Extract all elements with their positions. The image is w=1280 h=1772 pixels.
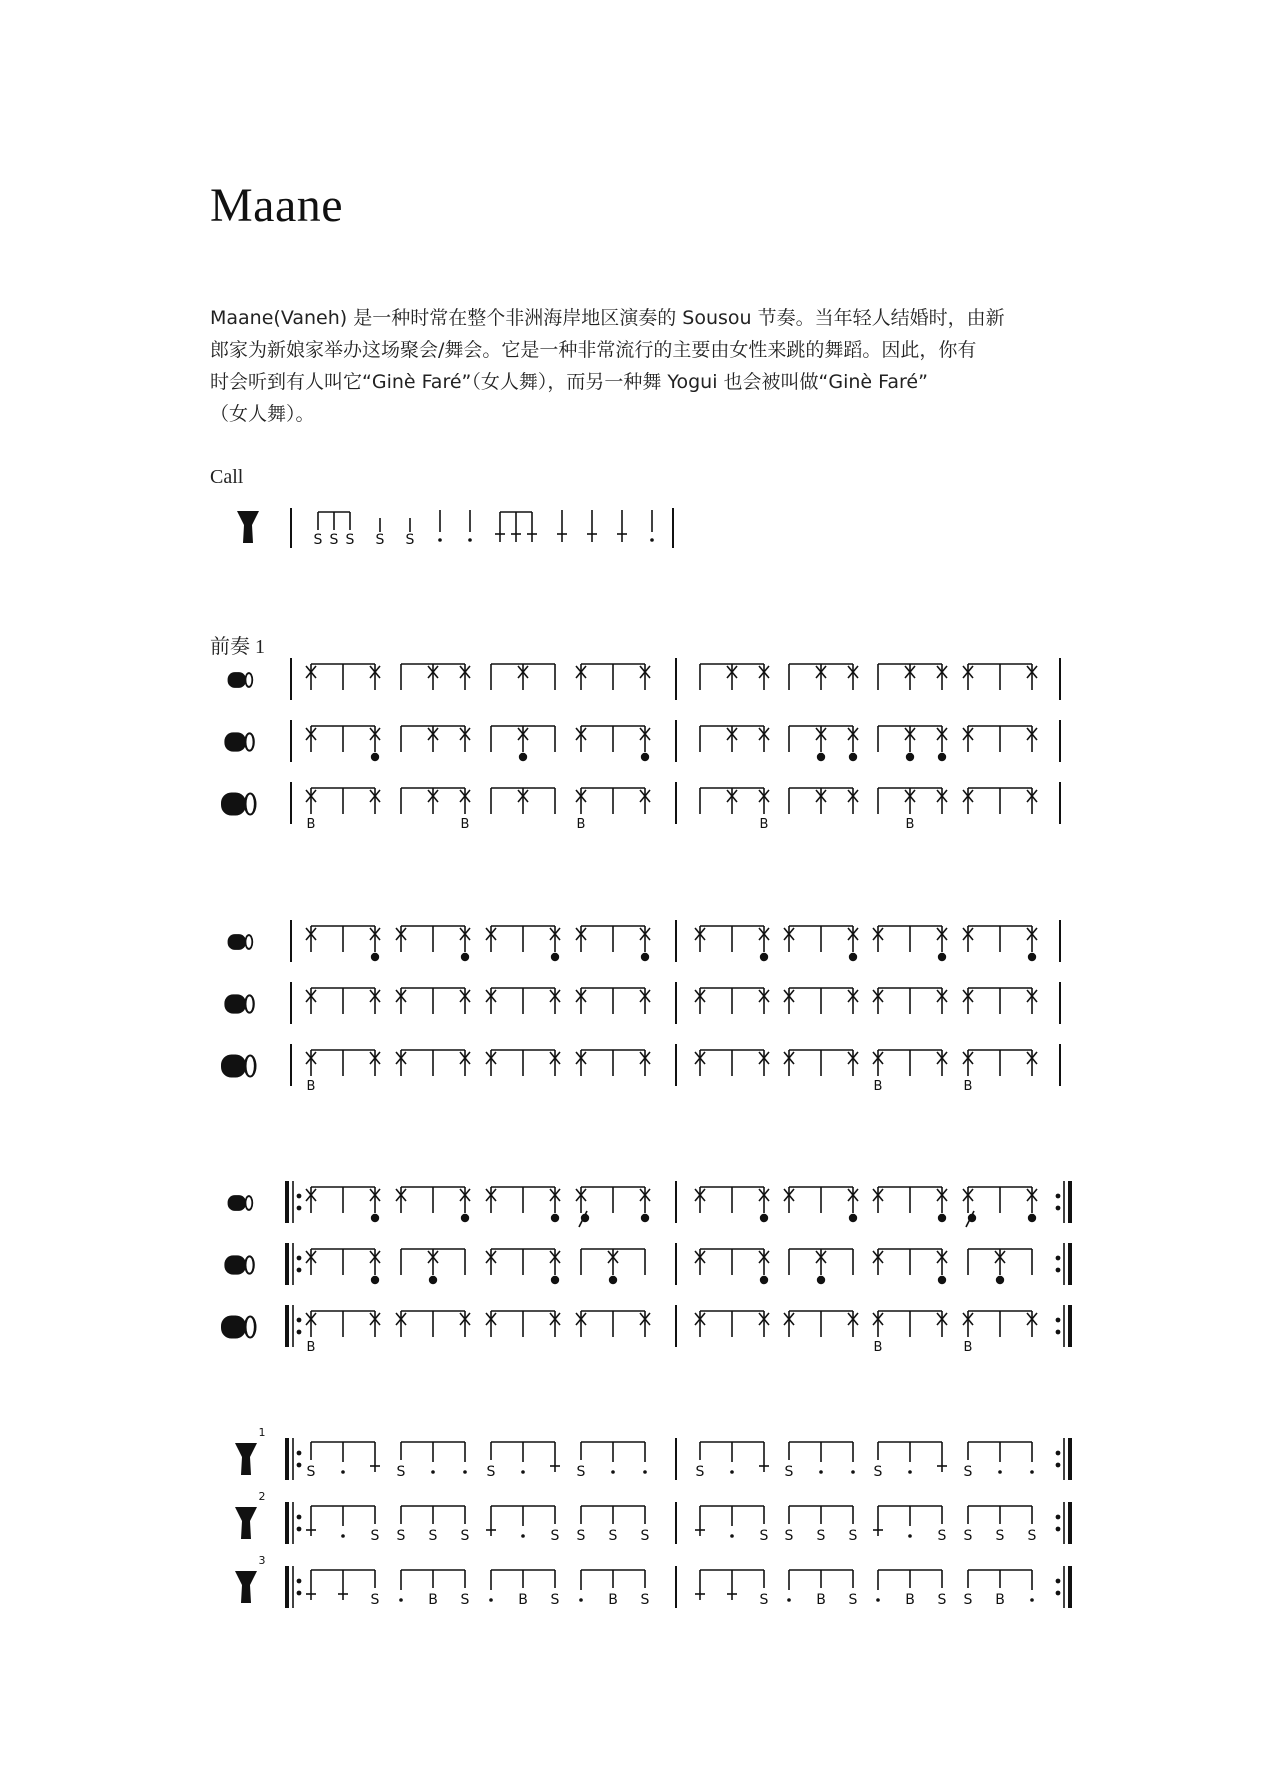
drum-body [224, 732, 246, 751]
stroke-letter: S [460, 1528, 470, 1544]
rest-dot [1030, 1598, 1034, 1602]
beat-group [487, 1442, 560, 1480]
dundunba-drum-icon [221, 792, 257, 815]
stroke-letter: S [963, 1528, 973, 1544]
drum-head-inner [246, 1197, 251, 1209]
stroke-letter: S [375, 532, 385, 548]
repeat-dot [1056, 1515, 1061, 1520]
kenkeni-drum-icon [228, 672, 254, 688]
stroke-letter: S [396, 1464, 406, 1480]
beat-group [876, 1570, 946, 1608]
call-beat [587, 510, 597, 542]
bell-dot [609, 1276, 617, 1284]
bell-dot [938, 1276, 946, 1284]
stroke-letter: S [313, 532, 323, 548]
djembe-icon [237, 511, 259, 543]
beat-group [963, 788, 1037, 814]
beat-group [306, 726, 380, 761]
rest-dot [438, 538, 442, 542]
beat-group [576, 1311, 650, 1337]
beat-group [873, 1187, 947, 1222]
intro-section-label: 前奏 1 [210, 636, 265, 658]
beat-group [576, 788, 650, 832]
bell-dot [760, 1276, 768, 1284]
beat-group [784, 1311, 858, 1337]
rest-dot [998, 1470, 1002, 1474]
beat-group [306, 1311, 380, 1355]
beat-group [486, 1187, 560, 1222]
call-beat [314, 512, 355, 548]
stroke-letter: S [963, 1592, 973, 1608]
beat-group [874, 1442, 947, 1480]
bass-letter: B [576, 817, 586, 832]
bell-dot [641, 953, 649, 961]
stroke-letter: S [370, 1592, 380, 1608]
stroke-letter: S [405, 532, 415, 548]
beat-group [576, 726, 650, 761]
call-label: Call [210, 466, 244, 488]
stroke-letter: S [550, 1592, 560, 1608]
variation-number: 2 [258, 1490, 266, 1503]
beat-group [789, 664, 858, 690]
sangban-drum-icon [224, 732, 254, 751]
drum-body [228, 1195, 246, 1211]
bass-letter: B [963, 1079, 973, 1094]
beat-group [307, 1442, 380, 1480]
beat-group [873, 988, 947, 1014]
bell-dot [760, 953, 768, 961]
beat-group [784, 1187, 858, 1222]
beat-group [700, 664, 769, 690]
beat-group [486, 1506, 560, 1544]
rest-dot [489, 1598, 493, 1602]
stroke-letter: S [396, 1528, 406, 1544]
rest-dot [463, 1470, 467, 1474]
beat-group [784, 926, 858, 961]
call-beat [495, 512, 537, 542]
beat-group [491, 788, 555, 814]
bell-dot [849, 1214, 857, 1222]
call-beat [406, 518, 415, 548]
beat-group [695, 1570, 769, 1608]
beat-group [489, 1570, 559, 1608]
beat-group [695, 1050, 769, 1076]
drum-body [224, 1255, 246, 1274]
stroke-letter: B [905, 1592, 915, 1608]
repeat-dot [1056, 1463, 1061, 1468]
bell-dot [849, 753, 857, 761]
beat-group [491, 664, 555, 690]
repeat-dot [1056, 1268, 1061, 1273]
stroke-letter: S [759, 1528, 769, 1544]
bell-dot [641, 1214, 649, 1222]
stroke-letter: S [640, 1592, 650, 1608]
bass-letter: B [460, 817, 470, 832]
bell-dot [429, 1276, 437, 1284]
beat-group [963, 926, 1037, 961]
beat-group [695, 1187, 769, 1222]
repeat-dot [297, 1268, 302, 1273]
bell-dot [371, 953, 379, 961]
djembe-icon [235, 1443, 257, 1475]
drum-head-inner [247, 1056, 254, 1075]
bell-dot [551, 1276, 559, 1284]
djembe-shape [235, 1571, 257, 1603]
sangban-drum-icon [224, 1255, 254, 1274]
beat-group [577, 1506, 650, 1544]
repeat-dot [297, 1579, 302, 1584]
beat-group [306, 1570, 380, 1608]
stroke-letter: S [306, 1464, 316, 1480]
stroke-letter: S [460, 1592, 470, 1608]
beat-group [306, 1249, 380, 1284]
drum-body [228, 672, 246, 688]
intro-line: 时会听到有人叫它“Ginè Faré”（女人舞），而另一种舞 Yogui 也会被叫做“Ginè Faré” [210, 371, 928, 393]
stroke-letter: S [576, 1528, 586, 1544]
stroke-letter: S [576, 1464, 586, 1480]
beat-group [401, 788, 470, 832]
beat-group [878, 788, 947, 832]
rest-dot [876, 1598, 880, 1602]
beat-group [963, 988, 1037, 1014]
drum-head-inner [246, 936, 251, 948]
beat-group [486, 1050, 560, 1076]
beat-group [873, 1311, 947, 1355]
beat-group [401, 1249, 465, 1284]
kenkeni-drum-icon [228, 1195, 254, 1211]
beat-group [785, 1442, 855, 1480]
rest-dot [643, 1470, 647, 1474]
rest-dot [851, 1470, 855, 1474]
rest-dot [730, 1534, 734, 1538]
drum-head-inner [246, 996, 252, 1011]
drum-body [221, 1054, 246, 1077]
stroke-letter: S [695, 1464, 705, 1480]
beat-group [700, 726, 769, 752]
rest-dot [908, 1534, 912, 1538]
repeat-dot [1056, 1591, 1061, 1596]
stroke-letter: B [995, 1592, 1005, 1608]
stroke-letter: S [963, 1464, 973, 1480]
stroke-letter: S [937, 1592, 947, 1608]
beat-group [401, 726, 470, 752]
drum-body [228, 934, 246, 950]
beat-group [695, 1506, 769, 1544]
repeat-dot [1056, 1206, 1061, 1211]
beat-group [695, 988, 769, 1014]
beat-group [399, 1570, 469, 1608]
repeat-dot [297, 1515, 302, 1520]
stroke-letter: B [428, 1592, 438, 1608]
intro-line: Maane(Vaneh) 是一种时常在整个非洲海岸地区演奏的 Sousou 节奏。当年轻人结婚时，由新 [210, 307, 1005, 329]
variation-number: 3 [258, 1554, 266, 1567]
bell-dot [551, 953, 559, 961]
bell-dot [817, 753, 825, 761]
djembe-icon [235, 1507, 257, 1539]
variation-number: 1 [258, 1426, 266, 1439]
beat-group [486, 926, 560, 961]
beat-group [396, 1187, 470, 1222]
beat-group [306, 926, 380, 961]
beat-group [873, 1506, 947, 1544]
beat-group [576, 664, 650, 690]
beat-group [873, 1249, 947, 1284]
rest-dot [341, 1534, 345, 1538]
call-beat [376, 518, 385, 548]
repeat-dot [297, 1591, 302, 1596]
dundunba-drum-icon [221, 1315, 257, 1338]
bass-letter: B [963, 1340, 973, 1355]
stroke-letter: S [370, 1528, 380, 1544]
beat-group [396, 1311, 470, 1337]
intro-line: 郎家为新娘家举办这场聚会/舞会。它是一种非常流行的主要由女性来跳的舞蹈。因此，你有 [210, 339, 977, 361]
beat-group [963, 1050, 1037, 1094]
beat-group [486, 1249, 560, 1284]
call-beat [438, 510, 442, 542]
beat-group [878, 664, 947, 690]
repeat-dot [297, 1463, 302, 1468]
rest-dot [819, 1470, 823, 1474]
beat-group [789, 726, 858, 761]
bell-dot [906, 753, 914, 761]
stroke-letter: S [784, 1464, 794, 1480]
stroke-letter: S [550, 1528, 560, 1544]
beat-group [784, 1050, 858, 1076]
rest-dot [341, 1470, 345, 1474]
djembe-shape [237, 511, 259, 543]
beat-group [306, 988, 380, 1014]
stroke-letter: S [345, 532, 355, 548]
repeat-dot [1056, 1318, 1061, 1323]
repeat-dot [1056, 1194, 1061, 1199]
rest-dot [521, 1534, 525, 1538]
drum-body [221, 792, 246, 815]
bass-letter: B [306, 1079, 316, 1094]
beat-group [968, 1249, 1032, 1284]
rest-dot [650, 538, 654, 542]
bass-letter: B [873, 1079, 883, 1094]
repeat-dot [297, 1206, 302, 1211]
beat-group [785, 1506, 858, 1544]
rest-dot [1030, 1470, 1034, 1474]
beat-group [576, 1187, 650, 1227]
bell-dot [1028, 1214, 1036, 1222]
bass-letter: B [905, 817, 915, 832]
stroke-letter: S [329, 532, 339, 548]
stroke-letter: S [428, 1528, 438, 1544]
stroke-letter: S [486, 1464, 496, 1480]
beat-group [789, 788, 858, 814]
stroke-letter: S [784, 1528, 794, 1544]
beat-group [963, 664, 1037, 690]
call-beat [650, 510, 654, 542]
beat-group [787, 1570, 857, 1608]
stroke-letter: S [1027, 1528, 1037, 1544]
bell-dot [938, 1214, 946, 1222]
beat-group [873, 926, 947, 961]
drum-body [224, 994, 246, 1013]
repeat-dot [297, 1330, 302, 1335]
bell-dot [641, 753, 649, 761]
bell-dot [371, 753, 379, 761]
beat-group [306, 664, 380, 690]
beat-group [491, 726, 555, 761]
beat-group [700, 788, 769, 832]
beat-group [695, 1249, 769, 1284]
beat-group [306, 1187, 380, 1222]
stroke-letter: B [816, 1592, 826, 1608]
bell-dot [519, 753, 527, 761]
stroke-letter: S [759, 1592, 769, 1608]
stroke-letter: B [518, 1592, 528, 1608]
beat-group [306, 1506, 380, 1544]
beat-group [964, 1506, 1037, 1544]
bell-dot [371, 1214, 379, 1222]
djembe-shape [235, 1443, 257, 1475]
repeat-dot [1056, 1451, 1061, 1456]
beat-group [878, 726, 947, 761]
repeat-dot [1056, 1527, 1061, 1532]
bell-dot [938, 753, 946, 761]
rest-dot [399, 1598, 403, 1602]
drum-head-inner [246, 1257, 252, 1272]
beat-group [396, 926, 470, 961]
beat-group [577, 1442, 647, 1480]
repeat-dot [1056, 1256, 1061, 1261]
beat-group [397, 1506, 470, 1544]
rest-dot [579, 1598, 583, 1602]
rest-dot [611, 1470, 615, 1474]
repeat-dot [1056, 1579, 1061, 1584]
beat-group [789, 1249, 853, 1284]
call-beat [617, 510, 627, 542]
beat-group [576, 1050, 650, 1076]
beat-group [784, 988, 858, 1014]
stroke-letter: S [873, 1464, 883, 1480]
bass-letter: B [306, 817, 316, 832]
stroke-letter: S [608, 1528, 618, 1544]
beat-group [401, 664, 470, 690]
repeat-dot [297, 1451, 302, 1456]
repeat-dot [297, 1527, 302, 1532]
beat-group [695, 1311, 769, 1337]
call-beat [557, 510, 567, 542]
repeat-dot [297, 1256, 302, 1261]
bell-dot [461, 953, 469, 961]
stroke-letter: S [937, 1528, 947, 1544]
rest-dot [521, 1470, 525, 1474]
bell-dot [817, 1276, 825, 1284]
drum-head-inner [246, 734, 252, 749]
stroke-letter: S [848, 1528, 858, 1544]
beat-group [396, 988, 470, 1014]
beat-group [963, 1187, 1037, 1227]
beat-group [396, 1050, 470, 1076]
rest-dot [431, 1470, 435, 1474]
bell-dot [849, 953, 857, 961]
beat-group [486, 1311, 560, 1337]
beat-group [696, 1442, 769, 1480]
kenkeni-drum-icon [228, 934, 254, 950]
repeat-dot [297, 1318, 302, 1323]
beat-group [579, 1570, 649, 1608]
bass-letter: B [873, 1340, 883, 1355]
stroke-letter: S [848, 1592, 858, 1608]
beat-group [306, 1050, 380, 1094]
beat-group [397, 1442, 467, 1480]
beat-group [306, 788, 380, 832]
sangban-drum-icon [224, 994, 254, 1013]
rest-dot [787, 1598, 791, 1602]
beat-group [576, 926, 650, 961]
drum-head-inner [247, 1317, 254, 1336]
rest-dot [468, 538, 472, 542]
intro-line: （女人舞）。 [210, 403, 315, 425]
drum-head-inner [247, 794, 254, 813]
beat-group [873, 1050, 947, 1094]
stroke-letter: S [816, 1528, 826, 1544]
call-beat [468, 510, 472, 542]
djembe-icon [235, 1571, 257, 1603]
drum-head-inner [246, 674, 251, 686]
drum-body [221, 1315, 246, 1338]
beat-group [576, 988, 650, 1014]
bell-dot [461, 1214, 469, 1222]
bell-dot [938, 953, 946, 961]
bass-letter: B [759, 817, 769, 832]
beat-group [486, 988, 560, 1014]
repeat-dot [297, 1194, 302, 1199]
beat-group [963, 726, 1037, 752]
rest-dot [730, 1470, 734, 1474]
page-title: Maane [210, 179, 344, 232]
repeat-dot [1056, 1330, 1061, 1335]
beat-group [963, 1311, 1037, 1355]
bell-dot [371, 1276, 379, 1284]
bell-dot [996, 1276, 1004, 1284]
beat-group [581, 1249, 645, 1284]
bell-dot [1028, 953, 1036, 961]
stroke-letter: S [640, 1528, 650, 1544]
dundunba-drum-icon [221, 1054, 257, 1077]
rest-dot [908, 1470, 912, 1474]
beat-group [964, 1570, 1034, 1608]
djembe-shape [235, 1507, 257, 1539]
bell-dot [551, 1214, 559, 1222]
beat-group [964, 1442, 1034, 1480]
bass-letter: B [306, 1340, 316, 1355]
beat-group [695, 926, 769, 961]
stroke-letter: B [608, 1592, 618, 1608]
stroke-letter: S [995, 1528, 1005, 1544]
bell-dot [760, 1214, 768, 1222]
